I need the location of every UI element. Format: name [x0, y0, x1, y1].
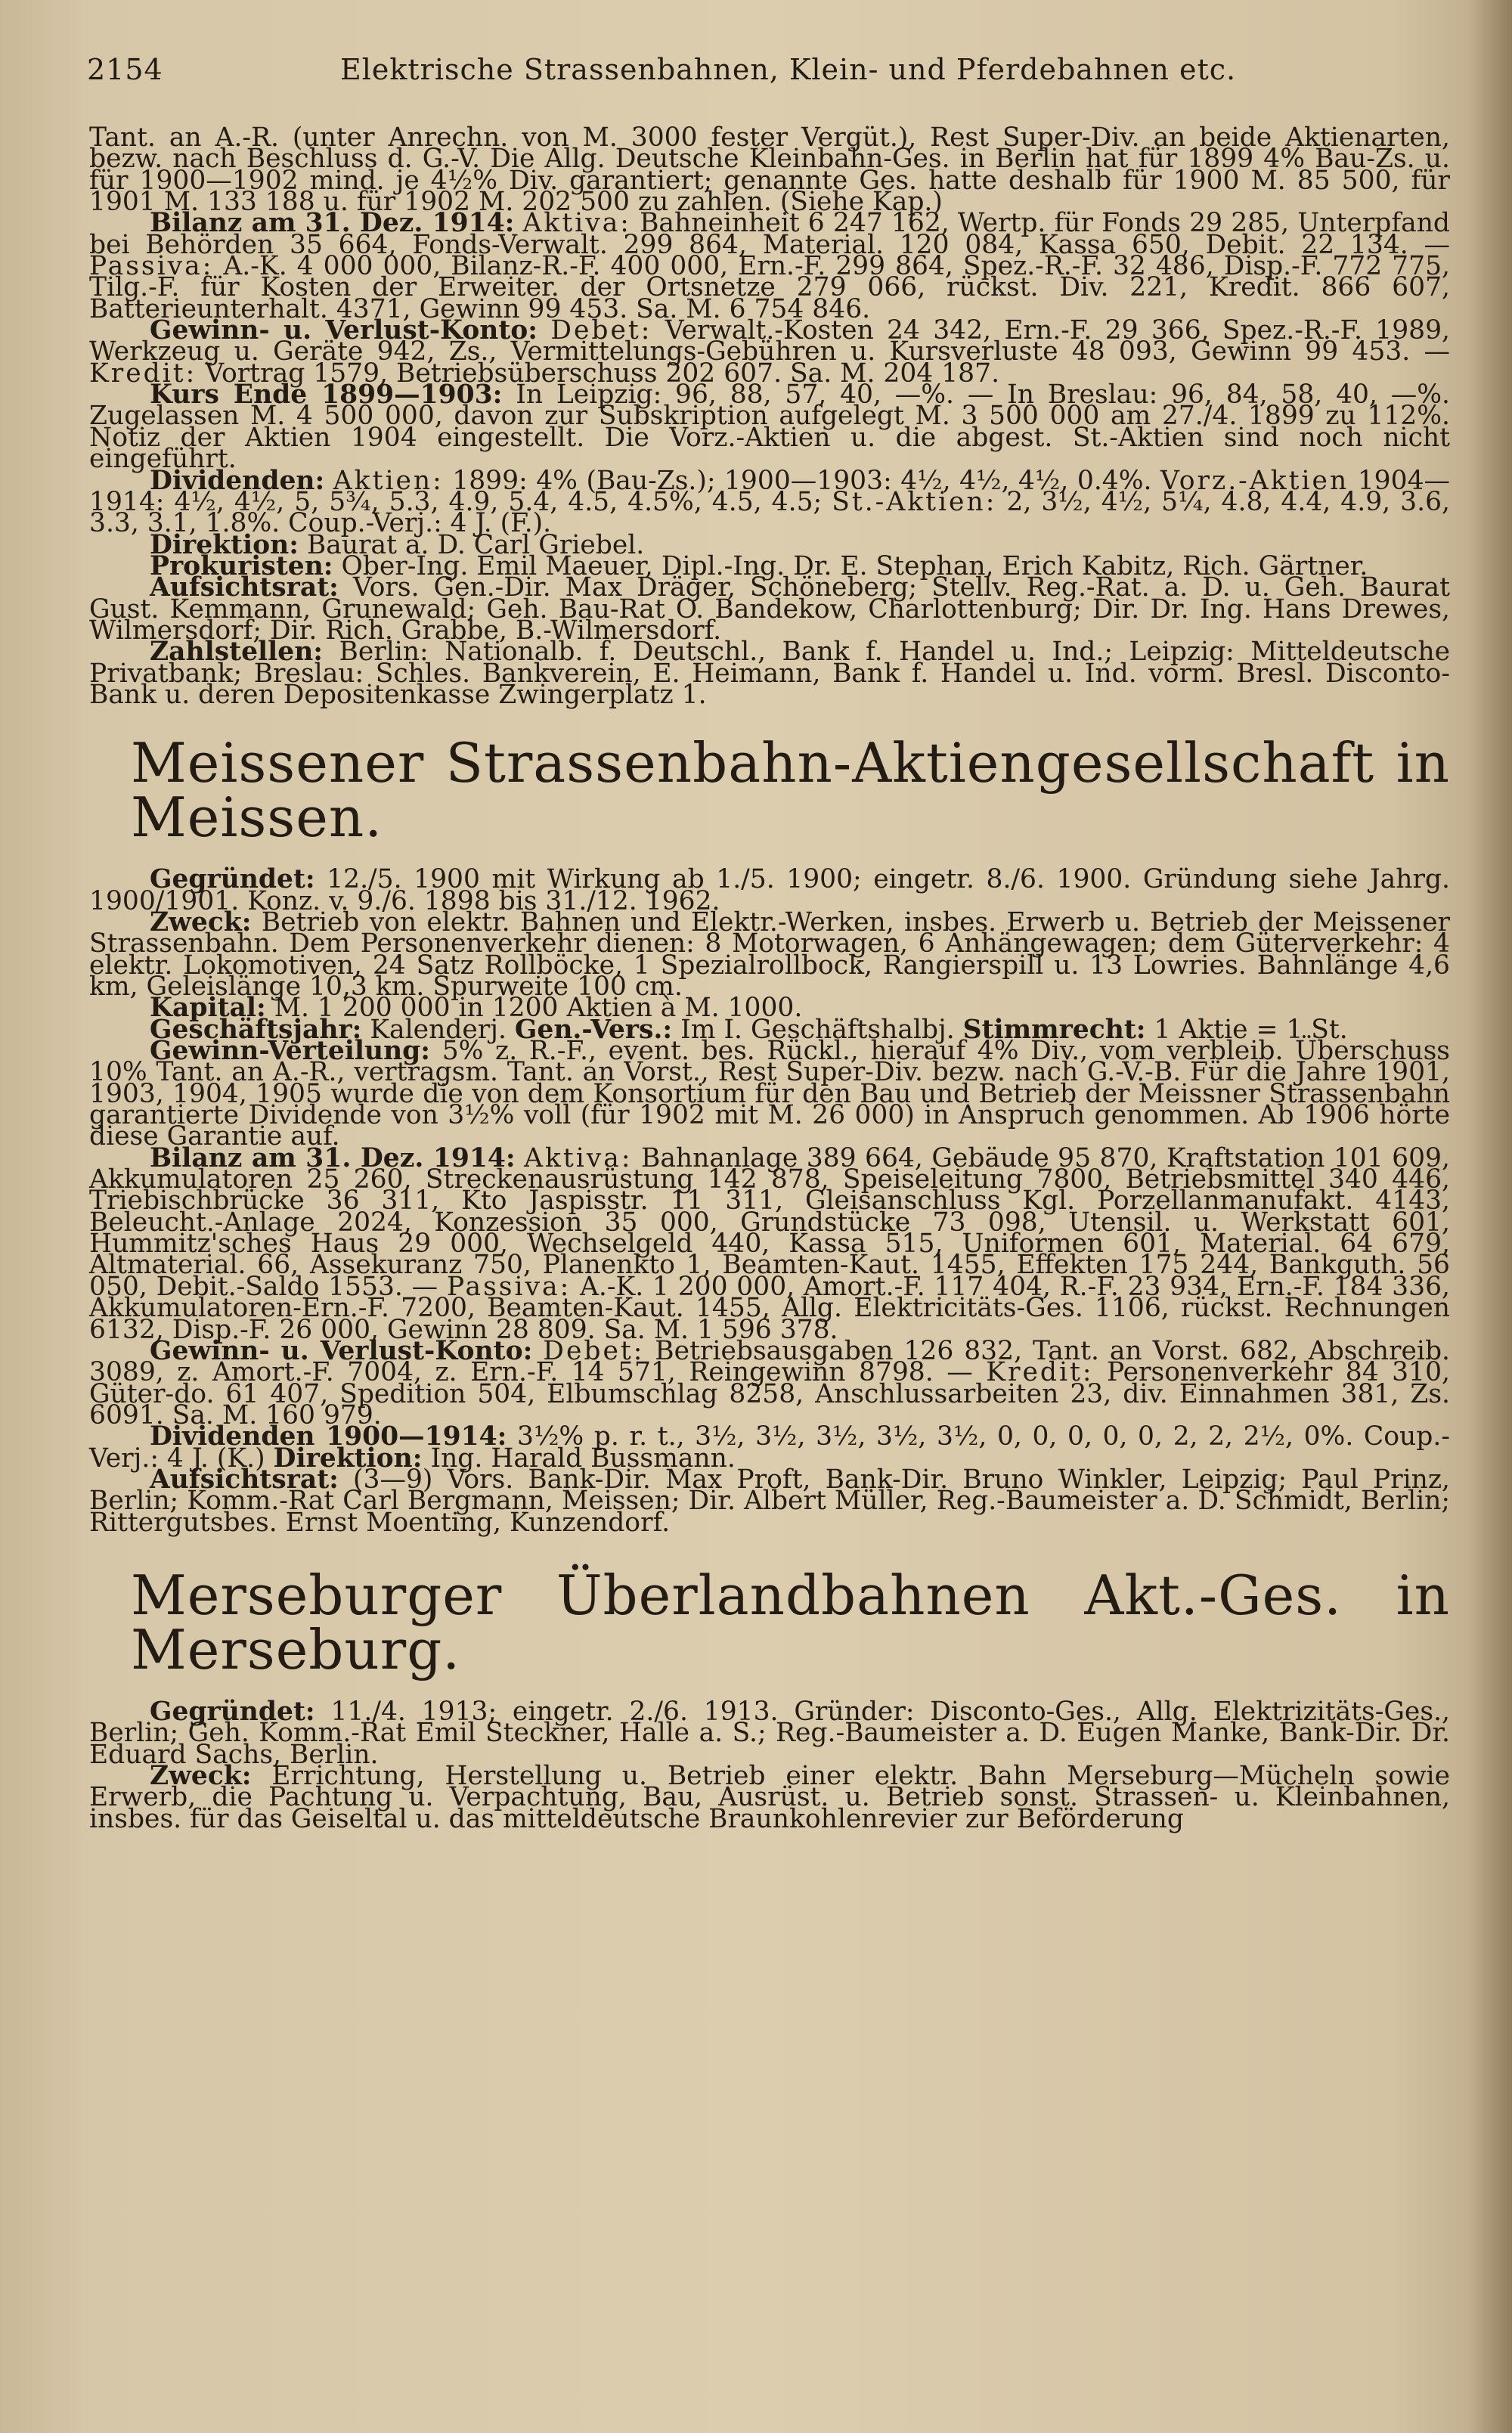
kurs-text: In Leipzig: 96, 88, 57, 40, —%. — In Breslau: 96, 84, 58, 40, —%. Zugelassen M. 4 500 000, davon zur Subskription aufgelegt M. 3 500 000 am 27./4. 1899 zu 112%. Notiz der Aktien 1904 eingestellt. Die Vorz.-Aktien u. die abgest. St.-Aktien sind noch nicht eingeführt. — [89, 380, 1450, 475]
dividenden-aktien-label: Aktien: — [333, 465, 444, 496]
aufsichtsrat-label: Aufsichtsrat: — [150, 572, 339, 603]
meissen-direktion-text: Ing. Harald Bussmann. — [430, 1443, 736, 1474]
merseburg-zweck-label: Zweck: — [150, 1760, 252, 1791]
meissen-zweck-text: Betrieb von elektr. Bahnen und Elektr.-Werken, insbes. Erwerb u. Betrieb der Meissener Strassenbahn. Dem Personenverkehr dienen: 8 Motorwagen, 6 Anhängewagen; dem Güterverkehr: 4 elektr. Lokomotiven, 24 Satz Rollböcke, 1 Spezialrollbock, Rangierspill u. 13 Lowries. Bahnlänge 4,6 km, Geleislänge 10,3 km. Spurweite 100 cm. — [89, 907, 1450, 1002]
meissen-aufsichtsrat-paragraph — [89, 1464, 1451, 1538]
bilanz-passiva-text: A.-K. 4 000 000, Bilanz-R.-F. 400 000, Ern.-F. 299 864, Spez.-R.-F. 32 486, Disp.-F. 772 775, Tilg.-F. für Kosten der Erweiter. der Ortsnetze 279 066, rückst. Div. 221, Kredit. 866 607, Batterieunterhalt. 4371, Gewinn 99 453. Sa. M. 6 754 846. — [89, 251, 1450, 324]
meissen-kapital-label: Kapital: — [150, 993, 266, 1024]
meissen-gewinnverteilung-paragraph — [89, 1036, 1450, 1152]
meissen-geschaeftsjahr-text: Kalenderj. — [370, 1014, 507, 1045]
dividenden-label: Dividenden: — [150, 465, 325, 496]
meissen-bilanz-text: Bahnanlage 389 664, Gebäude 95 870, Kraftstation 101 609, Akkumulatoren 25 260, Streckenausrüstung 142 878, Speiseleitung 7800, Betriebsmittel 340 446, Triebischbrücke 36 311, Kto Jaspisstr. 11 311, Gleisanschluss Kgl. Porzellanmanufakt. 4143, Beleucht.-Anlage 2024, Konzession 35 000, Grundstücke 73 098, Utensil. u. Werkstatt 601, Hummitz'sches Haus 29 000, Wechselgeld 440, Kassa 515, Uniformen 601, Material. 64 679, Altmaterial. 66, Assekuranz 750, Planenkto 1, Beamten-Kaut. 1455, Effekten 175 244, Bankguth. 56 050, Debit.-Saldo 1553. — — [89, 1142, 1450, 1302]
meissen-bilanz-label: Bilanz am 31. Dez. 1914: — [150, 1142, 516, 1173]
merseburg-gegruendet-text: 11./4. 1913; eingetr. 2./6. 1913. Gründer: Disconto-Ges., Allg. Elektrizitäts-Ges., Berlin; Geh. Komm.-Rat Emil Steckner, Halle a. S.; Reg.-Baumeister a. D. Eugen Manke, Bank-Dir. Dr. Eduard Sachs, Berlin. — [89, 1696, 1450, 1770]
bilanz-label: Bilanz am 31. Dez. 1914: — [150, 208, 515, 239]
dividenden-paragraph — [89, 465, 1451, 539]
merseburg-gegruendet-label: Gegründet: — [150, 1696, 315, 1727]
intro-paragraph: Tant. an A.-R. (unter Anrechn. von M. 3000 fester Vergüt.), Rest Super-Div. an beide Aktienarten, bezw. nach Beschluss d. G.-V. Die Allg. Deutsche Kleinbahn-Ges. in Berlin hat für 1899 4% Bau-Zs. u. für 1900—1902 mind. je 4½% Div. garantiert; genannte Ges. hatte deshalb für 1900 M. 85 500, für 1901 M. 133 188 u. für 1902 M. 202 500 zu zahlen. (Siehe Kap.) — [89, 122, 1450, 218]
meissen-bilanz-passiva-text: A.-K. 1 200 000, Amort.-F. 117 404, R.-F. 23 934, Ern.-F. 184 336, Akkumulatoren-Ern.-F. 7200, Beamten-Kaut. 1455, Allg. Elektricitäts-Ges. 1106, rückst. Rechnungen 6132, Disp.-F. 26 000, Gewinn 28 809. Sa. M. 1 596 378. — [89, 1271, 1450, 1345]
running-header — [87, 53, 1440, 98]
kredit-label: Kredit: — [89, 358, 197, 389]
dividenden-text-1: 1899: 4% (Bau-Zs.); 1900—1903: 4½, 4½, 4½, 0.4%. — [452, 465, 1152, 496]
meissen-guv-kredit-text: Personenverkehr 84 310, Güter-do. 61 407, Spedition 504, Elbumschlag 8258, Anschlussarbeiten 23, div. Einnahmen 381, Zs. 6091. Sa. M. 160 979. — [89, 1357, 1450, 1430]
merseburg-zweck-paragraph — [89, 1760, 1451, 1834]
dividenden-st-label: St.-Aktien: — [832, 486, 997, 517]
meissen-guv-paragraph — [89, 1335, 1451, 1430]
meissen-debet-label: Debet: — [543, 1335, 645, 1366]
meissen-kredit-label: Kredit: — [986, 1357, 1094, 1388]
meissen-geschaeftsjahr-label: Geschäftsjahr: — [150, 1014, 362, 1045]
meissen-guv-debet-text: Betriebsausgaben 126 832, Tant. an Vorst. 682, Abschreib. 3089, z. Amort.-F. 7004, z. Ern.-F. 14 571, Reingewinn 8798. — — [89, 1335, 1451, 1388]
zahlstellen-label: Zahlstellen: — [150, 637, 324, 668]
dividenden-text-2: 1904—1914: 4½, 4½, 5, 5¾, 5.3, 4.9, 5.4, 4.5, 4.5%, 4.5, 4.5; — [89, 465, 1451, 517]
direktion-label: Direktion: — [150, 529, 299, 560]
meissen-gewinnverteilung-label: Gewinn-Verteilung: — [150, 1036, 431, 1067]
guv-label: Gewinn- u. Verlust-Konto: — [150, 315, 538, 346]
meissen-passiva-label: Passiva: — [446, 1271, 572, 1302]
merseburg-zweck-text: Errichtung, Herstellung u. Betrieb einer elektr. Bahn Merseburg—Mücheln sowie Erwerb, die Pachtung u. Verpachtung, Bau, Ausrüst. u. Betrieb sonst. Strassen- u. Kleinbahnen, insbes. für das Geiseltal u. das mitteldeutsche Braunkohlenrevier zur Beförderung — [89, 1760, 1451, 1834]
meissen-direktion-label: Direktion: — [273, 1443, 423, 1474]
dividenden-text-3: 2, 3½, 4½, 5¼, 4.8, 4.4, 4.9, 3.6, 3.3, 3.1, 1.8%. Coup.-Verj.: 4 J. (F.). — [89, 486, 1450, 539]
meissen-gegruendet-label: Gegründet: — [150, 864, 315, 895]
kurs-label: Kurs Ende 1899—1903: — [150, 380, 503, 411]
zahlstellen-paragraph — [89, 637, 1450, 710]
meissen-stimmrecht-label: Stimmrecht: — [962, 1014, 1146, 1045]
meissen-aufsichtsrat-text: (3—9) Vors. Bank-Dir. Max Proft, Bank-Dir. Bruno Winkler, Leipzig; Paul Prinz, Berlin; Komm.-Rat Carl Bergmann, Meissen; Dir. Albert Müller, Reg.-Baumeister a. D. Schmidt, Berlin; Rittergutsbes. Ernst Moenting, Kunzendorf. — [89, 1464, 1451, 1538]
passiva-label: Passiva: — [89, 251, 214, 282]
meissen-kapital-text: M. 1 200 000 in 1200 Aktien à M. 1000. — [274, 993, 803, 1024]
bilanz-paragraph — [89, 208, 1450, 324]
guv-debet-text: Verwalt.-Kosten 24 342, Ern.-F. 29 366, Spez.-R.-F. 1989, Werkzeug u. Geräte 942, Zs., Vermittelungs-Gebühren u. Kursverluste 48 093, Gewinn 99 453. — — [89, 315, 1451, 367]
meissen-stimmrecht-text: 1 Aktie = 1 St. — [1154, 1014, 1348, 1045]
meissen-dividenden-label: Dividenden 1900—1914: — [150, 1421, 507, 1452]
meissen-guv-label: Gewinn- u. Verlust-Konto: — [150, 1335, 533, 1366]
merseburg-company-title: Merseburger Überlandbahnen Akt.-Ges. in Merseburg. — [131, 1563, 1450, 1681]
prokuristen-label: Prokuristen: — [150, 550, 333, 581]
page-body — [89, 122, 1451, 1834]
aufsichtsrat-paragraph — [89, 572, 1450, 646]
meissen-genvers-label: Gen.-Vers.: — [514, 1014, 673, 1045]
meissen-bilanz-paragraph — [89, 1142, 1450, 1345]
guv-kredit-text: Vortrag 1579, Betriebsüberschuss 202 607. Sa. M. 204 187. — [205, 358, 1000, 389]
aufsichtsrat-text: Vors. Gen.-Dir. Max Dräger, Schöneberg; Stellv. Reg.-Rat. a. D. u. Geh. Baurat Gust. Kemmann, Grunewald; Geh. Bau-Rat O. Bandekow, Charlottenburg; Dir. Dr. Ing. Hans Drewes, Wilmersdorf; Dir. Rich. Grabbe, B.-Wilmersdorf. — [89, 572, 1450, 646]
zahlstellen-text: Berlin: Nationalb. f. Deutschl., Bank f. Handel u. Ind.; Leipzig: Mitteldeutsche Privatbank; Breslau: Schles. Bankverein, E. Heimann, Bank f. Handel u. Ind. vorm. Bresl. Disconto-Bank u. deren Depositenkasse Zwingerplatz 1. — [89, 637, 1450, 710]
prokuristen-text: Ober-Ing. Emil Maeuer, Dipl.-Ing. Dr. E. Stephan, Erich Kabitz, Rich. Gärtner. — [341, 550, 1368, 581]
meissen-genvers-text: Im I. Geschäftshalbj. — [680, 1014, 955, 1045]
direktion-text: Baurat a. D. Carl Griebel. — [306, 529, 645, 560]
bilanz-text: Bahneinheit 6 247 162, Wertp. für Fonds 29 285, Unterpfand bei Behörden 35 664, Fonds-Verwalt. 299 864, Material. 120 084, Kassa 650, Debit. 22 134. — — [89, 208, 1450, 260]
merseburg-gegruendet-paragraph — [89, 1696, 1450, 1770]
meissen-gegruendet-text: 12./5. 1900 mit Wirkung ab 1./5. 1900; eingetr. 8./6. 1900. Gründung siehe Jahrg. 1900/1901. Konz. v. 9./6. 1898 bis 31./12. 1962. — [89, 864, 1450, 916]
meissen-dividenden-text: 3½% p. r. t., 3½, 3½, 3½, 3½, 3½, 0, 0, 0, 0, 0, 2, 2, 2½, 0%. Coup.-Verj.: 4 J. (K.) — [89, 1421, 1450, 1474]
page-spine-shadow — [1468, 0, 1512, 2433]
meissen-aktiva-label: Aktiva: — [524, 1142, 633, 1173]
meissen-zweck-paragraph — [89, 907, 1450, 1002]
meissen-dividenden-paragraph — [89, 1421, 1450, 1474]
meissen-aufsichtsrat-label: Aufsichtsrat: — [150, 1464, 339, 1495]
guv-paragraph — [89, 315, 1451, 389]
page-number: 2154 — [87, 53, 163, 86]
meissen-zweck-label: Zweck: — [150, 907, 252, 938]
kurs-paragraph — [89, 380, 1450, 475]
debet-label: Debet: — [550, 315, 652, 346]
running-title: Elektrische Strassenbahnen, Klein- und Pferdebahnen etc. — [340, 53, 1237, 86]
meissen-company-title: Meissener Strassenbahn-Aktiengesellschaft in Meissen. — [131, 731, 1450, 850]
dividenden-vorz-label: Vorz.-Aktien — [1160, 465, 1349, 496]
meissen-gewinnverteilung-text: 5% z. R.-F., event. bes. Rückl., hierauf 4% Div., vom verbleib. Überschuss 10% Tant. an A.-R., vertragsm. Tant. an Vorst., Rest Super-Div. bezw. nach G.-V.-B. Für die Jahre 1901, 1903, 1904, 1905 wurde die von dem Konsortium für den Bau und Betrieb der Meissner Strassenbahn garantierte Dividende von 3½% voll (für 1902 mit M. 26 000) in Anspruch genommen. Ab 1906 hörte diese Garantie auf. — [89, 1036, 1450, 1152]
aktiva-label: Aktiva: — [522, 208, 631, 239]
meissen-gegruendet-paragraph — [89, 864, 1450, 916]
